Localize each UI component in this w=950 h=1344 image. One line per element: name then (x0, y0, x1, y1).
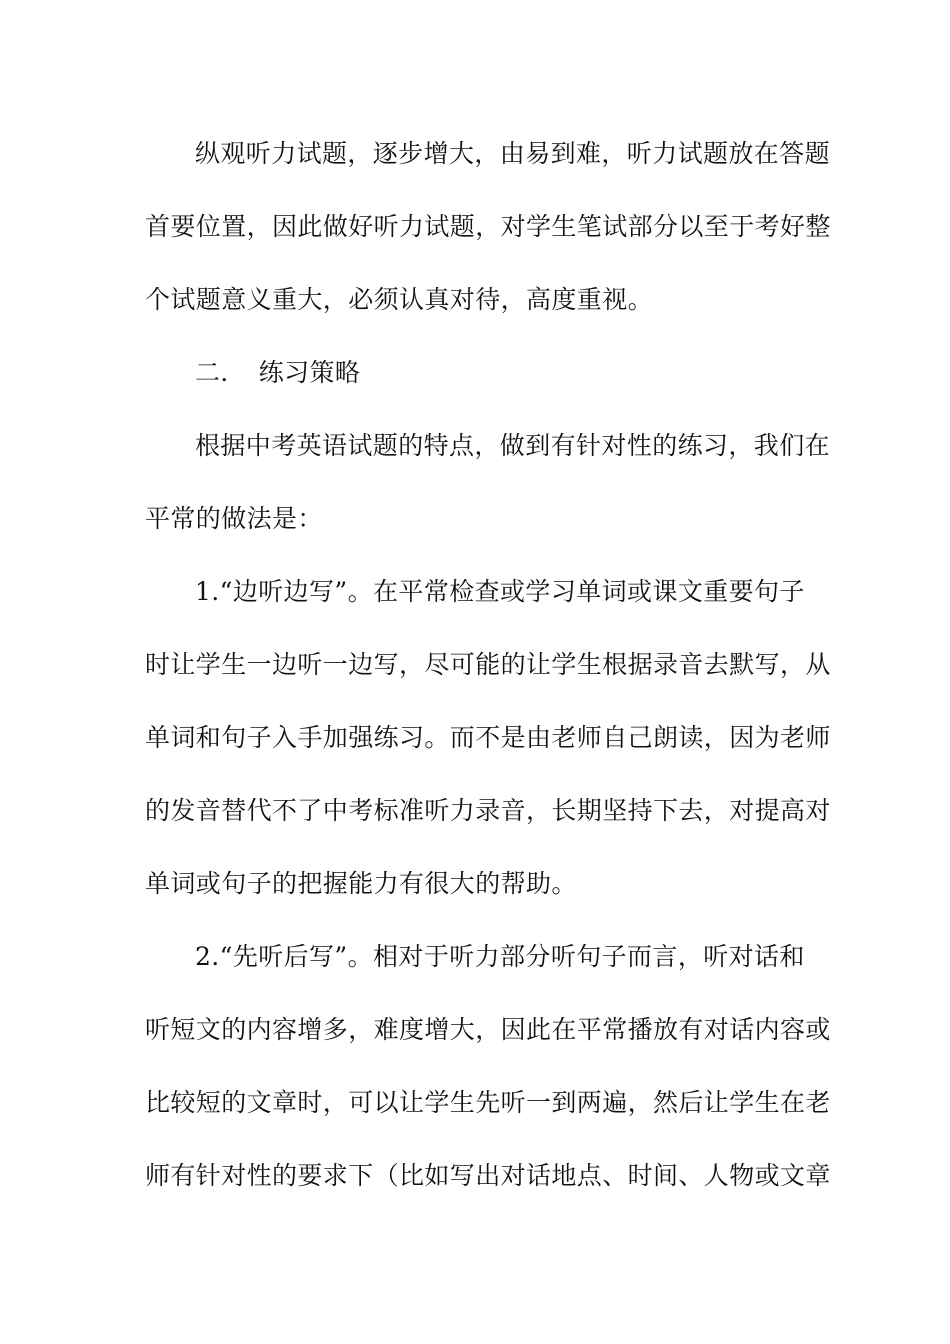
list-item-heading: 1.“边听边写”。在平常检查或学习单词或课文重要句子 (195, 577, 805, 606)
text-line: 纵观听力试题，逐步增大，由易到难，听力试题放在答题 (195, 139, 831, 168)
text-line: 比较短的文章时，可以让学生先听一到两遍，然后让学生在老 (145, 1088, 831, 1117)
list-item-heading: 2.“先听后写”。相对于听力部分听句子而言，听对话和 (195, 942, 805, 971)
text-line: 时让学生一边听一边写，尽可能的让学生根据录音去默写，从 (145, 650, 831, 679)
text-line: 平常的做法是： (145, 504, 323, 533)
text-line: 根据中考英语试题的特点，做到有针对性的练习，我们在 (195, 431, 831, 460)
text-line: 的发音替代不了中考标准听力录音，长期坚持下去，对提高对 (145, 796, 831, 825)
text-line: 单词或句子的把握能力有很大的帮助。 (145, 869, 577, 898)
text-line: 个试题意义重大，必须认真对待，高度重视。 (145, 285, 654, 314)
text-line: 单词和句子入手加强练习。而不是由老师自己朗读，因为老师 (145, 723, 831, 752)
text-line: 听短文的内容增多，难度增大，因此在平常播放有对话内容或 (145, 1015, 831, 1044)
text-line: 师有针对性的要求下（比如写出对话地点、时间、人物或文章 (145, 1161, 831, 1190)
section-heading: 二． 练习策略 (195, 358, 361, 387)
text-line: 首要位置，因此做好听力试题，对学生笔试部分以至于考好整 (145, 212, 831, 241)
document-body (145, 124, 831, 1219)
